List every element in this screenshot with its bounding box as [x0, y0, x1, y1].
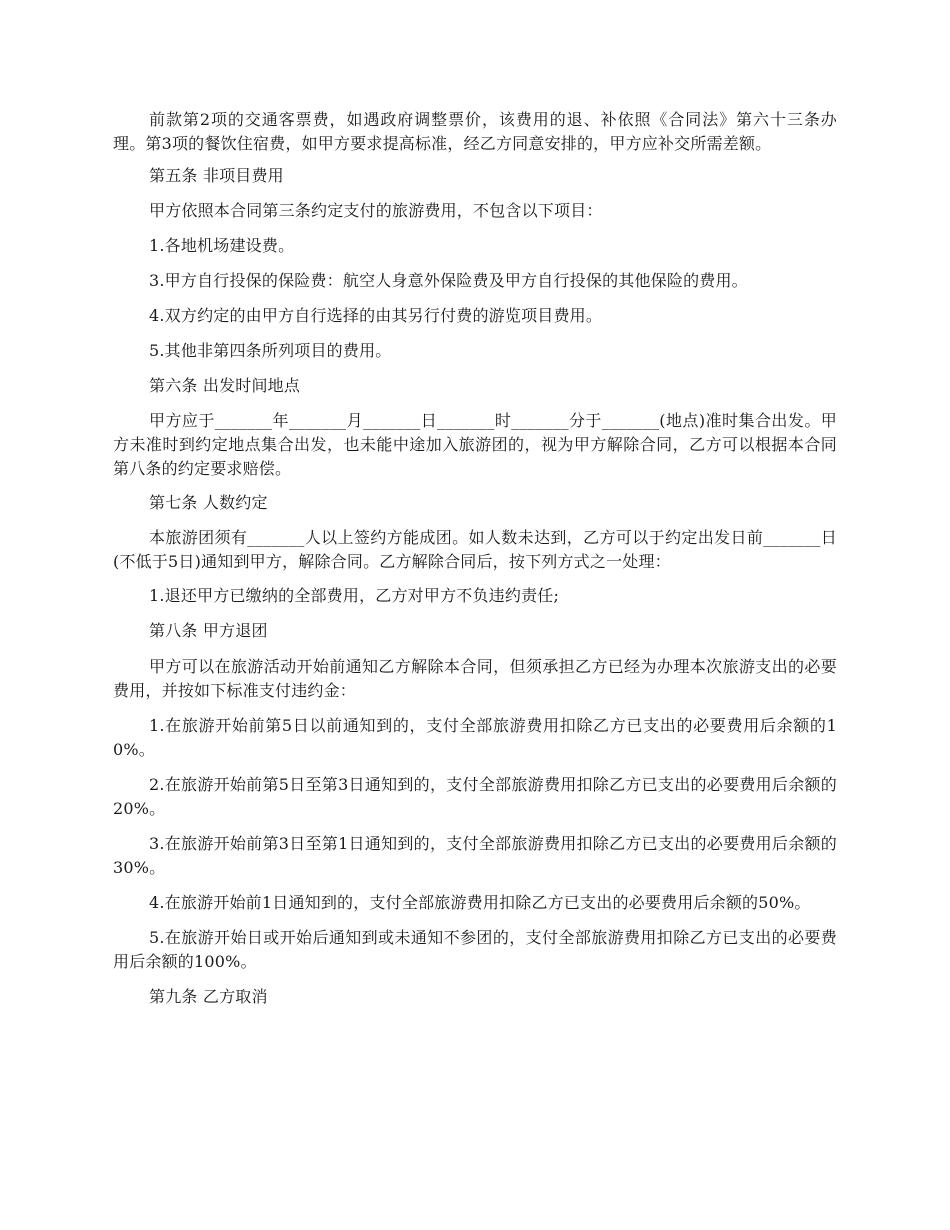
list-item-penalty-10: 1.在旅游开始前第5日以前通知到的，支付全部旅游费用扣除乙方已支出的必要费用后余额的10%。: [113, 716, 837, 759]
heading-article-6: 第六条 出发时间地点: [149, 376, 301, 395]
list-item-optional-tours: 4.双方约定的由甲方自行选择的由其另行付费的游览项目费用。: [149, 306, 603, 325]
heading-article-8: 第八条 甲方退团: [149, 621, 268, 640]
list-item-other-fees: 5.其他非第四条所列项目的费用。: [149, 341, 392, 360]
paragraph-excluded-items-intro: 甲方依照本合同第三条约定支付的旅游费用，不包含以下项目：: [149, 201, 603, 220]
list-item-penalty-100: 5.在旅游开始日或开始后通知到或未通知不参团的，支付全部旅游费用扣除乙方已支出的必要费用后余额的100%。: [113, 928, 837, 971]
paragraph-fare-adjustment: 前款第2项的交通客票费，如遇政府调整票价，该费用的退、补依照《合同法》第六十三条办理。第3项的餐饮住宿费，如甲方要求提高标准，经乙方同意安排的，甲方应补交所需差额。: [113, 110, 837, 153]
list-item-refund-all: 1.退还甲方已缴纳的全部费用，乙方对甲方不负违约责任;: [149, 586, 560, 605]
list-item-insurance: 3.甲方自行投保的保险费：航空人身意外保险费及甲方自行投保的其他保险的费用。: [149, 271, 748, 290]
heading-article-7: 第七条 人数约定: [149, 493, 268, 512]
paragraph-withdrawal-terms: 甲方可以在旅游活动开始前通知乙方解除本合同，但须承担乙方已经为办理本次旅游支出的必要费用，并按如下标准支付违约金：: [113, 657, 837, 700]
document-page: [113, 108, 837, 1019]
list-item-penalty-30: 3.在旅游开始前第3日至第1日通知到的，支付全部旅游费用扣除乙方已支出的必要费用后余额的30%。: [113, 834, 837, 877]
list-item-penalty-50: 4.在旅游开始前1日通知到的，支付全部旅游费用扣除乙方已支出的必要费用后余额的50%。: [149, 893, 811, 912]
paragraph-departure-time: 甲方应于_______年_______月_______日_______时_______分于_______(地点)准时集合出发。甲方未准时到约定地点集合出发，也未能中途加入旅游团的，视为甲方解除合同，乙方可以根据本合同第八条的约定要求赔偿。: [113, 411, 837, 478]
heading-article-5: 第五条 非项目费用: [149, 166, 284, 185]
paragraph-group-size: 本旅游团须有_______人以上签约方能成团。如人数未达到，乙方可以于约定出发日前_______日(不低于5日)通知到甲方，解除合同。乙方解除合同后，按下列方式之一处理：: [113, 528, 837, 571]
heading-article-9: 第九条 乙方取消: [149, 987, 268, 1006]
list-item-airport-fee: 1.各地机场建设费。: [149, 236, 295, 255]
list-item-penalty-20: 2.在旅游开始前第5日至第3日通知到的，支付全部旅游费用扣除乙方已支出的必要费用后余额的20%。: [113, 775, 837, 818]
